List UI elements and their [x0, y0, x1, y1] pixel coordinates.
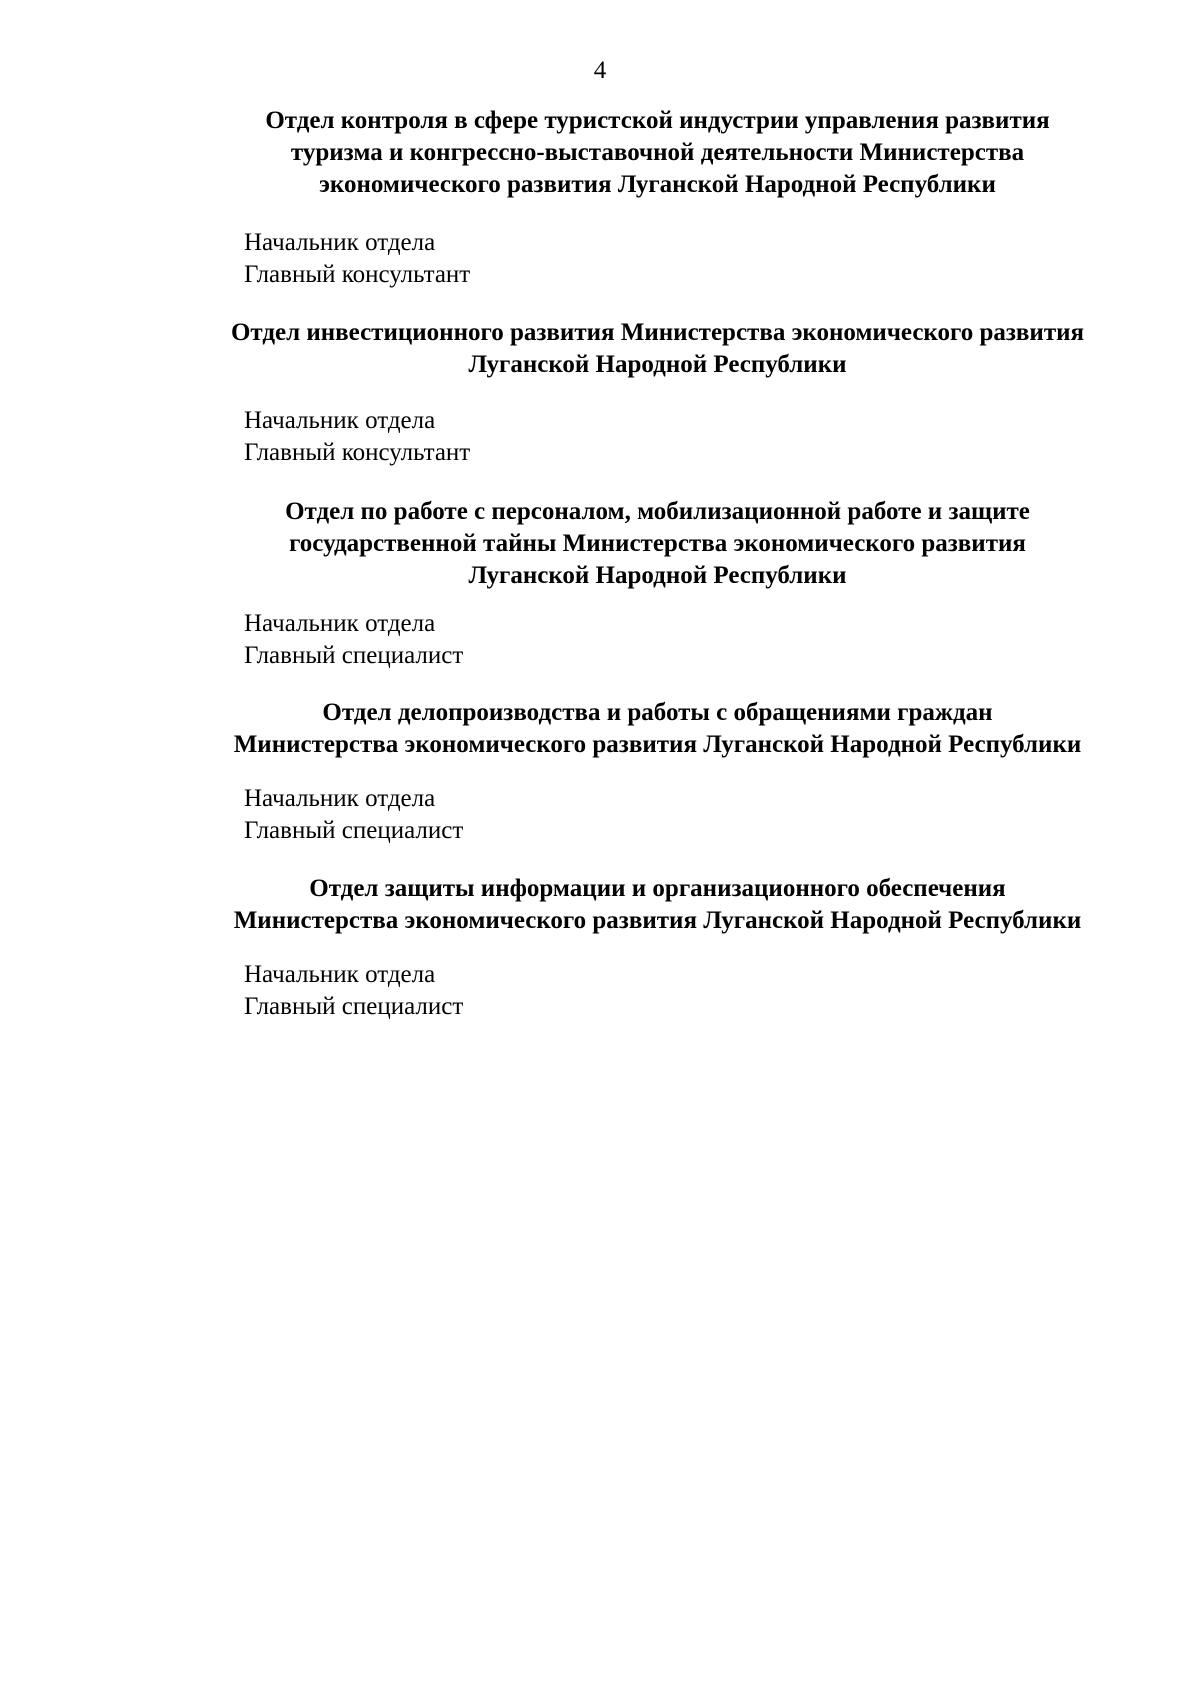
department-section: [170, 697, 1145, 844]
positions-list: [244, 959, 463, 1023]
position-item: Начальник отдела: [244, 785, 436, 812]
heading-line: Луганской Народной Республики: [468, 351, 847, 378]
heading-line: Отдел инвестиционного развития Министерства экономического развития: [230, 319, 1085, 346]
position-item: Главный специалист: [244, 993, 464, 1020]
heading-line: Отдел делопроизводства и работы с обращениями граждан: [322, 699, 993, 726]
heading-line: Отдел по работе с персоналом, мобилизационной работе и защите: [285, 498, 1030, 525]
heading-line: государственной тайны Министерства экономического развития: [289, 530, 1026, 557]
department-heading: [170, 496, 1145, 592]
position-item: Главный консультант: [244, 439, 471, 466]
position-item: Главный специалист: [244, 817, 464, 844]
heading-line: Луганской Народной Республики: [468, 562, 847, 589]
department-heading: [170, 697, 1145, 761]
department-heading: [170, 873, 1145, 937]
heading-line: Министерства экономического развития Луганской Народной Республики: [233, 731, 1082, 758]
heading-line: экономического развития Луганской Народной Республики: [319, 171, 996, 198]
positions-list: [244, 783, 463, 847]
position-item: Главный специалист: [244, 642, 464, 669]
position-item: Начальник отдела: [244, 961, 436, 988]
heading-line: Отдел защиты информации и организационного обеспечения: [309, 875, 1006, 902]
position-item: Начальник отдела: [244, 610, 436, 637]
position-item: Начальник отдела: [244, 229, 436, 256]
department-heading: [170, 105, 1145, 201]
heading-line: Отдел контроля в сфере туристской индустрии управления развития: [265, 107, 1050, 134]
position-item: Главный консультант: [244, 261, 471, 288]
positions-list: [244, 227, 470, 291]
department-section: [170, 105, 1145, 288]
positions-list: [244, 405, 470, 469]
position-item: Начальник отдела: [244, 407, 436, 434]
department-heading: [170, 317, 1145, 381]
positions-list: [244, 608, 463, 672]
department-section: [170, 496, 1145, 669]
page-number: 4: [593, 57, 607, 84]
department-section: [170, 873, 1145, 1020]
department-section: [170, 317, 1145, 466]
heading-line: туризма и конгрессно-выставочной деятельности Министерства: [290, 139, 1025, 166]
heading-line: Министерства экономического развития Луганской Народной Республики: [233, 907, 1082, 934]
